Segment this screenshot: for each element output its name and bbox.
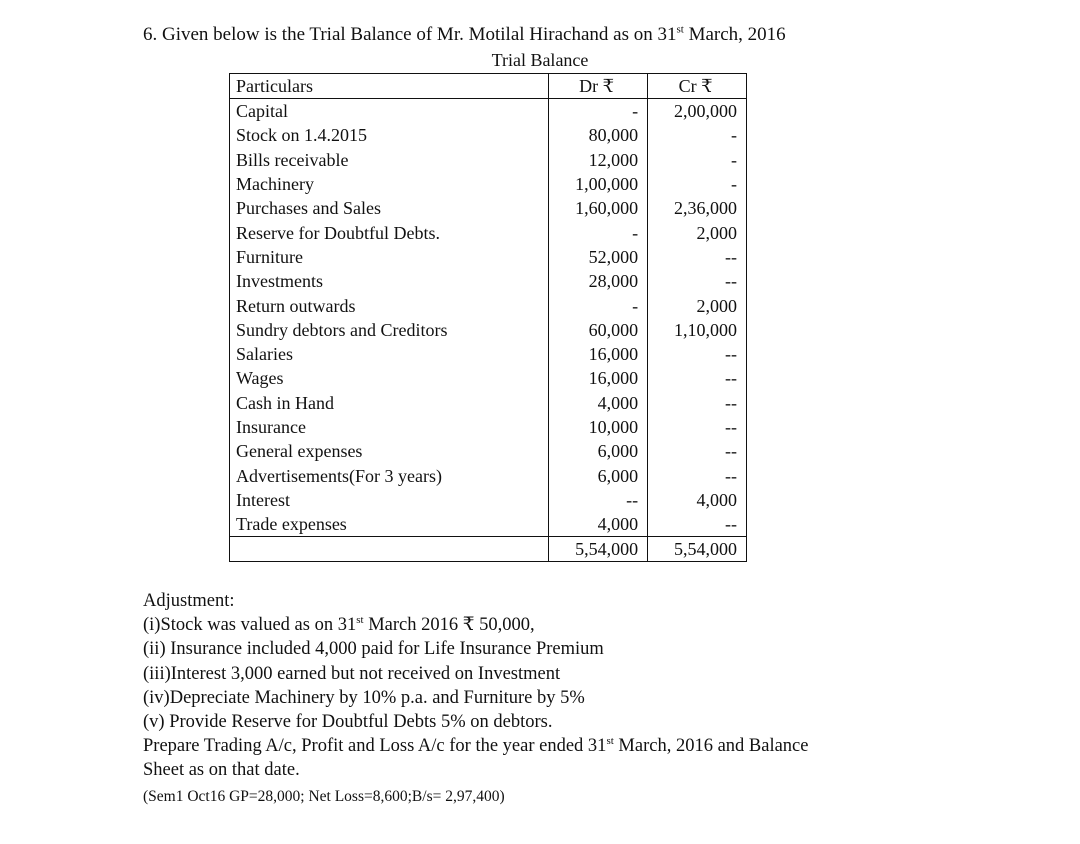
table-row: [230, 439, 747, 463]
row-debit: -: [549, 220, 648, 244]
total-credit: 5,54,000: [648, 537, 747, 562]
adjustment-1-text: (i)Stock was valued as on 31: [143, 615, 357, 636]
question-superscript: st: [676, 23, 684, 36]
adjustments-section: [143, 589, 808, 809]
total-debit: 5,54,000: [549, 537, 648, 562]
row-credit: --: [648, 269, 747, 293]
question-title: [143, 24, 786, 46]
row-debit: --: [549, 488, 648, 512]
table-total-row: [230, 537, 747, 562]
adjustments-heading: Adjustment:: [143, 591, 235, 611]
row-particulars: Bills receivable: [230, 148, 549, 172]
row-debit: 6,000: [549, 439, 648, 463]
row-particulars: Wages: [230, 366, 549, 390]
row-debit: 16,000: [549, 342, 648, 366]
row-particulars: Reserve for Doubtful Debts.: [230, 220, 549, 244]
row-particulars: Trade expenses: [230, 512, 549, 537]
table-row: [230, 366, 747, 390]
row-debit: 6,000: [549, 463, 648, 487]
row-credit: -: [648, 172, 747, 196]
row-particulars: Insurance: [230, 415, 549, 439]
table-header-row: [230, 74, 747, 99]
row-credit: -: [648, 123, 747, 147]
row-credit: --: [648, 391, 747, 415]
prepare-superscript: st: [606, 735, 614, 748]
row-particulars: General expenses: [230, 439, 549, 463]
row-particulars: Furniture: [230, 245, 549, 269]
row-particulars: Cash in Hand: [230, 391, 549, 415]
row-debit: 10,000: [549, 415, 648, 439]
row-credit: -: [648, 148, 747, 172]
prepare-instruction: [143, 734, 808, 758]
row-debit: 28,000: [549, 269, 648, 293]
prepare-instruction-line2: Sheet as on that date.: [143, 760, 300, 781]
table-row: [230, 99, 747, 124]
row-debit: 16,000: [549, 366, 648, 390]
table-row: [230, 196, 747, 220]
row-debit: 60,000: [549, 318, 648, 342]
row-particulars: Return outwards: [230, 293, 549, 317]
row-particulars: Sundry debtors and Creditors: [230, 318, 549, 342]
table-row: [230, 245, 747, 269]
row-debit: 80,000: [549, 123, 648, 147]
trial-balance-table: [229, 73, 747, 562]
row-credit: 4,000: [648, 488, 747, 512]
adjustment-item-4: (iv)Depreciate Machinery by 10% p.a. and Furniture by 5%: [143, 687, 585, 708]
adjustment-item-5: (v) Provide Reserve for Doubtful Debts 5% on debtors.: [143, 712, 553, 733]
table-row: [230, 463, 747, 487]
row-credit: --: [648, 439, 747, 463]
row-particulars: Salaries: [230, 342, 549, 366]
row-credit: 2,000: [648, 293, 747, 317]
total-particulars: [230, 537, 549, 562]
row-debit: -: [549, 99, 648, 124]
row-credit: --: [648, 463, 747, 487]
table-row: [230, 269, 747, 293]
row-credit: --: [648, 366, 747, 390]
row-credit: 2,36,000: [648, 196, 747, 220]
row-credit: --: [648, 415, 747, 439]
adjustment-item-1: [143, 613, 808, 637]
row-credit: 2,00,000: [648, 99, 747, 124]
prepare-text-end: March, 2016 and Balance: [613, 736, 809, 757]
table-row: [230, 415, 747, 439]
adjustment-1-text-end: March 2016 ₹ 50,000,: [363, 615, 535, 636]
row-debit: 4,000: [549, 391, 648, 415]
adjustment-item-2: (ii) Insurance included 4,000 paid for Life Insurance Premium: [143, 639, 604, 660]
adjustment-1-superscript: st: [356, 614, 364, 627]
row-debit: 4,000: [549, 512, 648, 537]
table-row: [230, 318, 747, 342]
row-debit: -: [549, 293, 648, 317]
row-particulars: Machinery: [230, 172, 549, 196]
row-credit: --: [648, 512, 747, 537]
table-row: [230, 148, 747, 172]
table-caption: Trial Balance: [491, 50, 589, 70]
row-particulars: Capital: [230, 99, 549, 124]
row-particulars: Investments: [230, 269, 549, 293]
table-row: [230, 220, 747, 244]
row-particulars: Stock on 1.4.2015: [230, 123, 549, 147]
header-debit: Dr ₹: [549, 74, 648, 99]
prepare-text: Prepare Trading A/c, Profit and Loss A/c for the year ended 31: [143, 736, 607, 757]
adjustment-item-3: (iii)Interest 3,000 earned but not received on Investment: [143, 663, 561, 684]
table-row: [230, 391, 747, 415]
row-credit: --: [648, 342, 747, 366]
row-particulars: Purchases and Sales: [230, 196, 549, 220]
row-credit: 2,000: [648, 220, 747, 244]
answer-note: (Sem1 Oct16 GP=28,000; Net Loss=8,600;B/s= 2,97,400): [143, 787, 505, 805]
row-credit: --: [648, 245, 747, 269]
row-particulars: Interest: [230, 488, 549, 512]
header-credit: Cr ₹: [648, 74, 747, 99]
table-row: [230, 172, 747, 196]
table-row: [230, 293, 747, 317]
header-particulars: Particulars: [230, 74, 549, 99]
question-text: 6. Given below is the Trial Balance of Mr. Motilal Hirachand as on 31: [143, 24, 677, 45]
question-text-end: March, 2016: [683, 24, 786, 45]
row-debit: 52,000: [549, 245, 648, 269]
row-debit: 1,60,000: [549, 196, 648, 220]
table-body: [230, 99, 747, 537]
row-credit: 1,10,000: [648, 318, 747, 342]
table-row: [230, 488, 747, 512]
table-row: [230, 512, 747, 537]
row-particulars: Advertisements(For 3 years): [230, 463, 549, 487]
table-row: [230, 123, 747, 147]
row-debit: 12,000: [549, 148, 648, 172]
row-debit: 1,00,000: [549, 172, 648, 196]
table-row: [230, 342, 747, 366]
